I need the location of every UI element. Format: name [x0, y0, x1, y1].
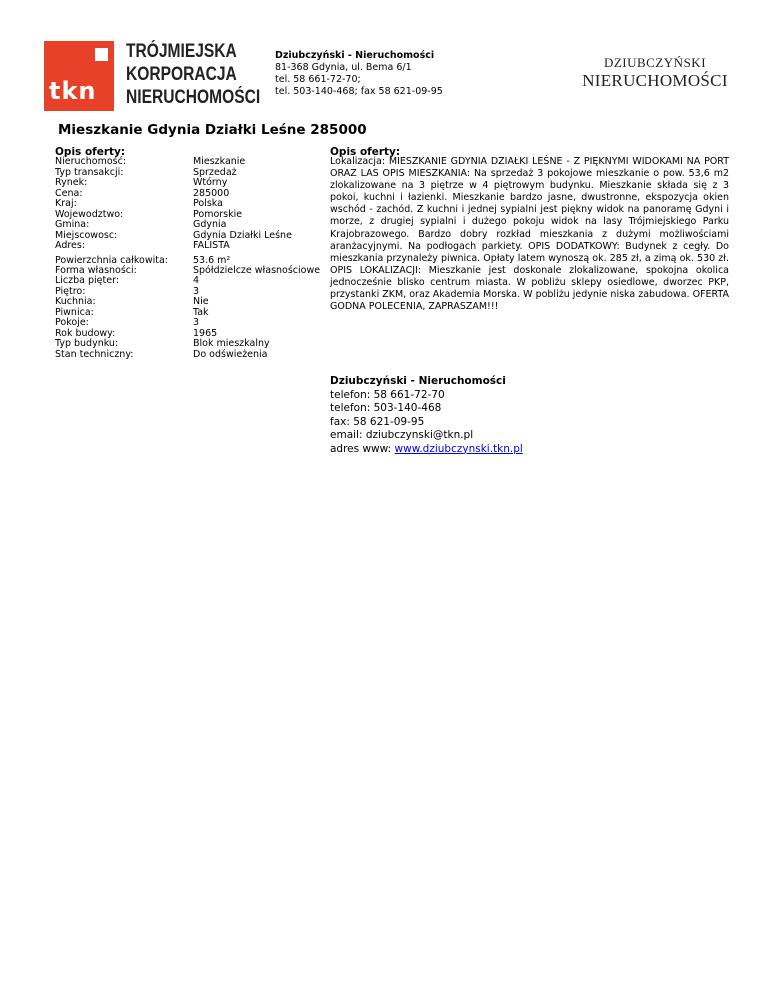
param-label: Gmina: [55, 219, 90, 230]
param-row [55, 318, 320, 329]
contact-fax: fax: 58 621-09-95 [330, 415, 425, 428]
param-label: Adres: [55, 240, 86, 251]
params-heading: Opis oferty: [55, 146, 126, 158]
param-value: 4 [193, 275, 200, 286]
param-row [55, 231, 320, 242]
param-value: Blok mieszkalny [193, 338, 270, 349]
param-label: Miejscowosc: [55, 229, 118, 241]
company-address: 81-368 Gdynia, ul. Bema 6/1 [275, 62, 412, 73]
param-label: Kraj: [55, 198, 77, 209]
param-value: FALISTA [193, 240, 230, 251]
param-label: Forma własności: [55, 264, 137, 276]
param-row [55, 157, 320, 168]
offer-description: Lokalizacja: MIESZKANIE GDYNIA DZIAŁKI LEŚNE - Z PIĘKNYMI WIDOKAMI NA PORT ORAZ LAS OPIS MIESZKANIA: Na sprzedaż 3 pokojowe mieszkanie o pow. 53,6 m2 zlokalizowane na 3 piętrze w 4 piętrowym budynku. Mieszkanie składa się z 3 pokoi, kuchni i łazienki. Mieszkanie bardzo jasne, dwustronne, ekspozycja okien wschód - zachód. Z kuchni i jednej sypialni jest piękny widok na panoramę Gdyni i morze, z drugiej sypialni i dużego pokoju widok na lasy Trójmiejskiego Parku Krajobrazowego. Bardzo dobry rozkład mieszkania z dużymi możliwościami aranżacyjnymi. Na podłogach parkiety. OPIS DODATKOWY: Budynek z cegły. Do mieszkania przynależy piwnica. Opłaty latem wynoszą ok. 285 zł, a zimą ok. 530 zł. OPIS LOKALIZACJI: Mieszkanie jest doskonale zlokalizowane, spokojna okolica jednocześnie blisko centrum miasta. W pobliżu sklepy osiedlowe, dworzec PKP, przystanki ZKM, oraz Akademia Morska. W pobliżu jedynie niska zabudowa. OFERTA GODNA POLECENIA, ZAPRASZAM!!! [330, 156, 729, 313]
brand-line: TRÓJMIEJSKA [126, 41, 237, 62]
logo-square-icon [95, 48, 108, 61]
param-value: 285000 [193, 187, 230, 199]
website-link[interactable]: www.dziubczynski.tkn.pl [394, 442, 523, 455]
param-value: Mieszkanie [193, 156, 246, 167]
company-phone: tel. 58 661-72-70; [275, 74, 361, 85]
param-value: 1965 [193, 327, 218, 339]
param-row [55, 189, 320, 200]
param-row [55, 339, 320, 350]
param-label: Nieruchomość: [55, 156, 127, 167]
param-row [55, 308, 320, 319]
param-row [55, 168, 320, 179]
param-value: Gdynia [193, 219, 227, 230]
param-value: Wtórny [193, 177, 228, 188]
contact-phone1: telefon: 58 661-72-70 [330, 388, 445, 401]
company-info [275, 50, 443, 98]
contact-www [330, 443, 523, 457]
param-label: Rok budowy: [55, 327, 116, 339]
brand-line: KORPORACJA [126, 64, 237, 85]
param-value: Tak [193, 306, 209, 318]
param-label: Piętro: [55, 285, 86, 297]
param-value: 3 [193, 285, 200, 297]
company-phone-fax: tel. 503-140-468; fax 58 621-09-95 [275, 86, 443, 97]
param-label: Typ budynku: [55, 338, 119, 349]
param-label: Kuchnia: [55, 296, 96, 307]
company-name: Dziubczyński - Nieruchomości [275, 50, 435, 61]
param-row [55, 199, 320, 210]
contact-www-prefix: adres www: [330, 442, 395, 455]
param-row [55, 241, 320, 252]
contact-block [330, 375, 523, 456]
param-row [55, 178, 320, 189]
param-value: 53.6 m² [193, 254, 231, 266]
param-value: Pomorskie [193, 208, 243, 220]
param-label: Piwnica: [55, 306, 94, 318]
param-label: Typ transakcji: [55, 166, 124, 178]
param-row [55, 220, 320, 231]
param-value: Gdynia Działki Leśne [193, 229, 292, 241]
logo-text: tkn [49, 77, 97, 105]
param-value: 3 [193, 317, 200, 328]
contact-phone2: telefon: 503-140-468 [330, 402, 442, 414]
param-row [55, 297, 320, 308]
contact-name: Dziubczyński - Nieruchomości [330, 375, 506, 387]
brand-name [126, 40, 266, 109]
param-value: Polska [193, 198, 223, 209]
param-label: Stan techniczny: [55, 348, 134, 360]
param-label: Cena: [55, 187, 83, 199]
contact-email: email: dziubczynski@tkn.pl [330, 429, 474, 441]
right-brand-line1: DZIUBCZYŃSKI [603, 55, 707, 70]
param-label: Liczba pięter: [55, 275, 120, 286]
param-row [55, 276, 320, 287]
right-brand-logo [560, 55, 750, 91]
page-title: Mieszkanie Gdynia Działki Leśne 285000 [58, 122, 367, 138]
brand-line: NIERUCHOMOŚCI [126, 87, 261, 108]
param-value: Sprzedaż [193, 166, 237, 178]
param-row [55, 252, 320, 266]
param-row [55, 350, 320, 361]
params-table [55, 157, 320, 360]
param-row [55, 210, 320, 221]
param-label: Pokoje: [55, 317, 89, 328]
description-heading: Opis oferty: [330, 146, 401, 158]
param-label: Rynek: [55, 177, 88, 188]
param-label: Wojewodztwo: [55, 208, 124, 220]
right-brand-line2: NIERUCHOMOŚCI [582, 71, 728, 90]
param-value: Spółdzielcze własnościowe [193, 264, 321, 276]
tkn-logo [44, 41, 114, 111]
param-value: Do odświeżenia [193, 348, 268, 360]
param-value: Nie [193, 296, 209, 307]
param-label: Powierzchnia całkowita: [55, 254, 168, 266]
